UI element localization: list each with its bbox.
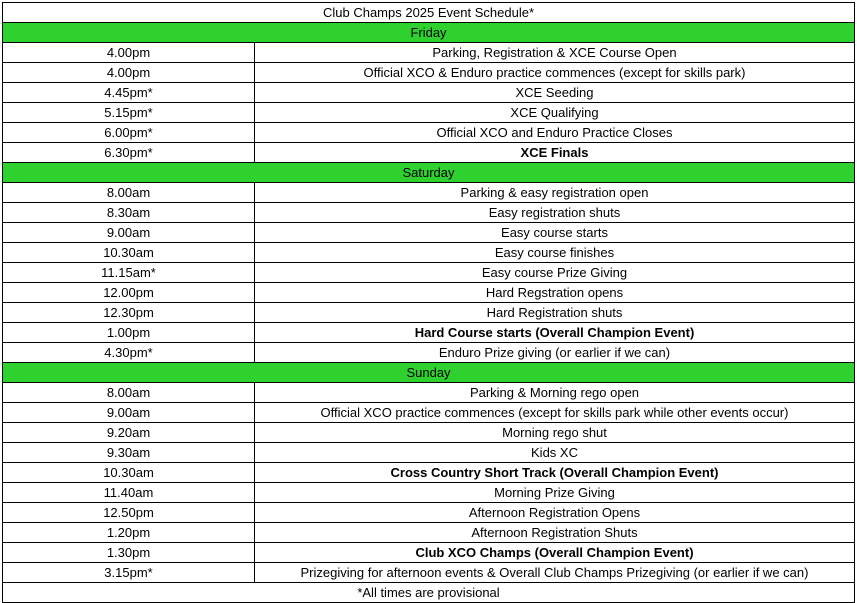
schedule-row — [3, 203, 855, 223]
time-cell: 11.40am — [3, 483, 255, 503]
event-cell: Morning Prize Giving — [255, 483, 855, 503]
schedule-row — [3, 263, 855, 283]
schedule-row — [3, 183, 855, 203]
schedule-row — [3, 223, 855, 243]
event-cell: XCE Qualifying — [255, 103, 855, 123]
event-cell: Club XCO Champs (Overall Champion Event) — [255, 543, 855, 563]
time-cell: 8.30am — [3, 203, 255, 223]
schedule-row — [3, 123, 855, 143]
event-cell: Easy course finishes — [255, 243, 855, 263]
schedule-row — [3, 503, 855, 523]
day-header-row — [3, 363, 855, 383]
time-cell: 12.00pm — [3, 283, 255, 303]
footnote-row — [3, 583, 855, 603]
time-cell: 1.20pm — [3, 523, 255, 543]
event-cell: Afternoon Registration Opens — [255, 503, 855, 523]
schedule-row — [3, 483, 855, 503]
schedule-row — [3, 343, 855, 363]
event-cell: Official XCO practice commences (except for skills park while other events occur) — [255, 403, 855, 423]
time-cell: 9.30am — [3, 443, 255, 463]
event-cell: Hard Registration shuts — [255, 303, 855, 323]
event-cell: XCE Seeding — [255, 83, 855, 103]
schedule-row — [3, 43, 855, 63]
schedule-row — [3, 383, 855, 403]
schedule-body — [3, 3, 855, 603]
schedule-row — [3, 563, 855, 583]
event-cell: Easy registration shuts — [255, 203, 855, 223]
schedule-row — [3, 443, 855, 463]
event-schedule-table — [2, 2, 855, 603]
time-cell: 1.30pm — [3, 543, 255, 563]
time-cell: 4.00pm — [3, 43, 255, 63]
event-cell: Hard Course starts (Overall Champion Event) — [255, 323, 855, 343]
event-cell: Official XCO & Enduro practice commences (except for skills park) — [255, 63, 855, 83]
schedule-title: Club Champs 2025 Event Schedule* — [3, 3, 855, 23]
day-header-sunday: Sunday — [3, 363, 855, 383]
time-cell: 6.00pm* — [3, 123, 255, 143]
schedule-row — [3, 323, 855, 343]
time-cell: 10.30am — [3, 463, 255, 483]
time-cell: 4.00pm — [3, 63, 255, 83]
event-cell: Kids XC — [255, 443, 855, 463]
day-header-row — [3, 23, 855, 43]
day-header-saturday: Saturday — [3, 163, 855, 183]
event-cell: Enduro Prize giving (or earlier if we can) — [255, 343, 855, 363]
schedule-row — [3, 143, 855, 163]
day-header-friday: Friday — [3, 23, 855, 43]
event-cell: Easy course Prize Giving — [255, 263, 855, 283]
schedule-row — [3, 83, 855, 103]
schedule-row — [3, 543, 855, 563]
time-cell: 4.45pm* — [3, 83, 255, 103]
schedule-row — [3, 423, 855, 443]
time-cell: 10.30am — [3, 243, 255, 263]
event-cell: Parking & Morning rego open — [255, 383, 855, 403]
time-cell: 12.30pm — [3, 303, 255, 323]
schedule-row — [3, 523, 855, 543]
event-cell: Parking, Registration & XCE Course Open — [255, 43, 855, 63]
event-cell: XCE Finals — [255, 143, 855, 163]
time-cell: 4.30pm* — [3, 343, 255, 363]
title-row — [3, 3, 855, 23]
event-cell: Prizegiving for afternoon events & Overall Club Champs Prizegiving (or earlier if we can) — [255, 563, 855, 583]
schedule-row — [3, 63, 855, 83]
time-cell: 9.00am — [3, 223, 255, 243]
time-cell: 11.15am* — [3, 263, 255, 283]
schedule-row — [3, 403, 855, 423]
event-cell: Morning rego shut — [255, 423, 855, 443]
footnote: *All times are provisional — [3, 583, 855, 603]
event-cell: Afternoon Registration Shuts — [255, 523, 855, 543]
event-cell: Parking & easy registration open — [255, 183, 855, 203]
event-cell: Easy course starts — [255, 223, 855, 243]
time-cell: 9.20am — [3, 423, 255, 443]
event-cell: Official XCO and Enduro Practice Closes — [255, 123, 855, 143]
event-cell: Cross Country Short Track (Overall Champion Event) — [255, 463, 855, 483]
time-cell: 3.15pm* — [3, 563, 255, 583]
time-cell: 12.50pm — [3, 503, 255, 523]
schedule-row — [3, 303, 855, 323]
time-cell: 1.00pm — [3, 323, 255, 343]
time-cell: 9.00am — [3, 403, 255, 423]
schedule-row — [3, 283, 855, 303]
time-cell: 8.00am — [3, 183, 255, 203]
schedule-row — [3, 243, 855, 263]
time-cell: 5.15pm* — [3, 103, 255, 123]
day-header-row — [3, 163, 855, 183]
time-cell: 8.00am — [3, 383, 255, 403]
schedule-row — [3, 463, 855, 483]
event-cell: Hard Regstration opens — [255, 283, 855, 303]
time-cell: 6.30pm* — [3, 143, 255, 163]
schedule-row — [3, 103, 855, 123]
